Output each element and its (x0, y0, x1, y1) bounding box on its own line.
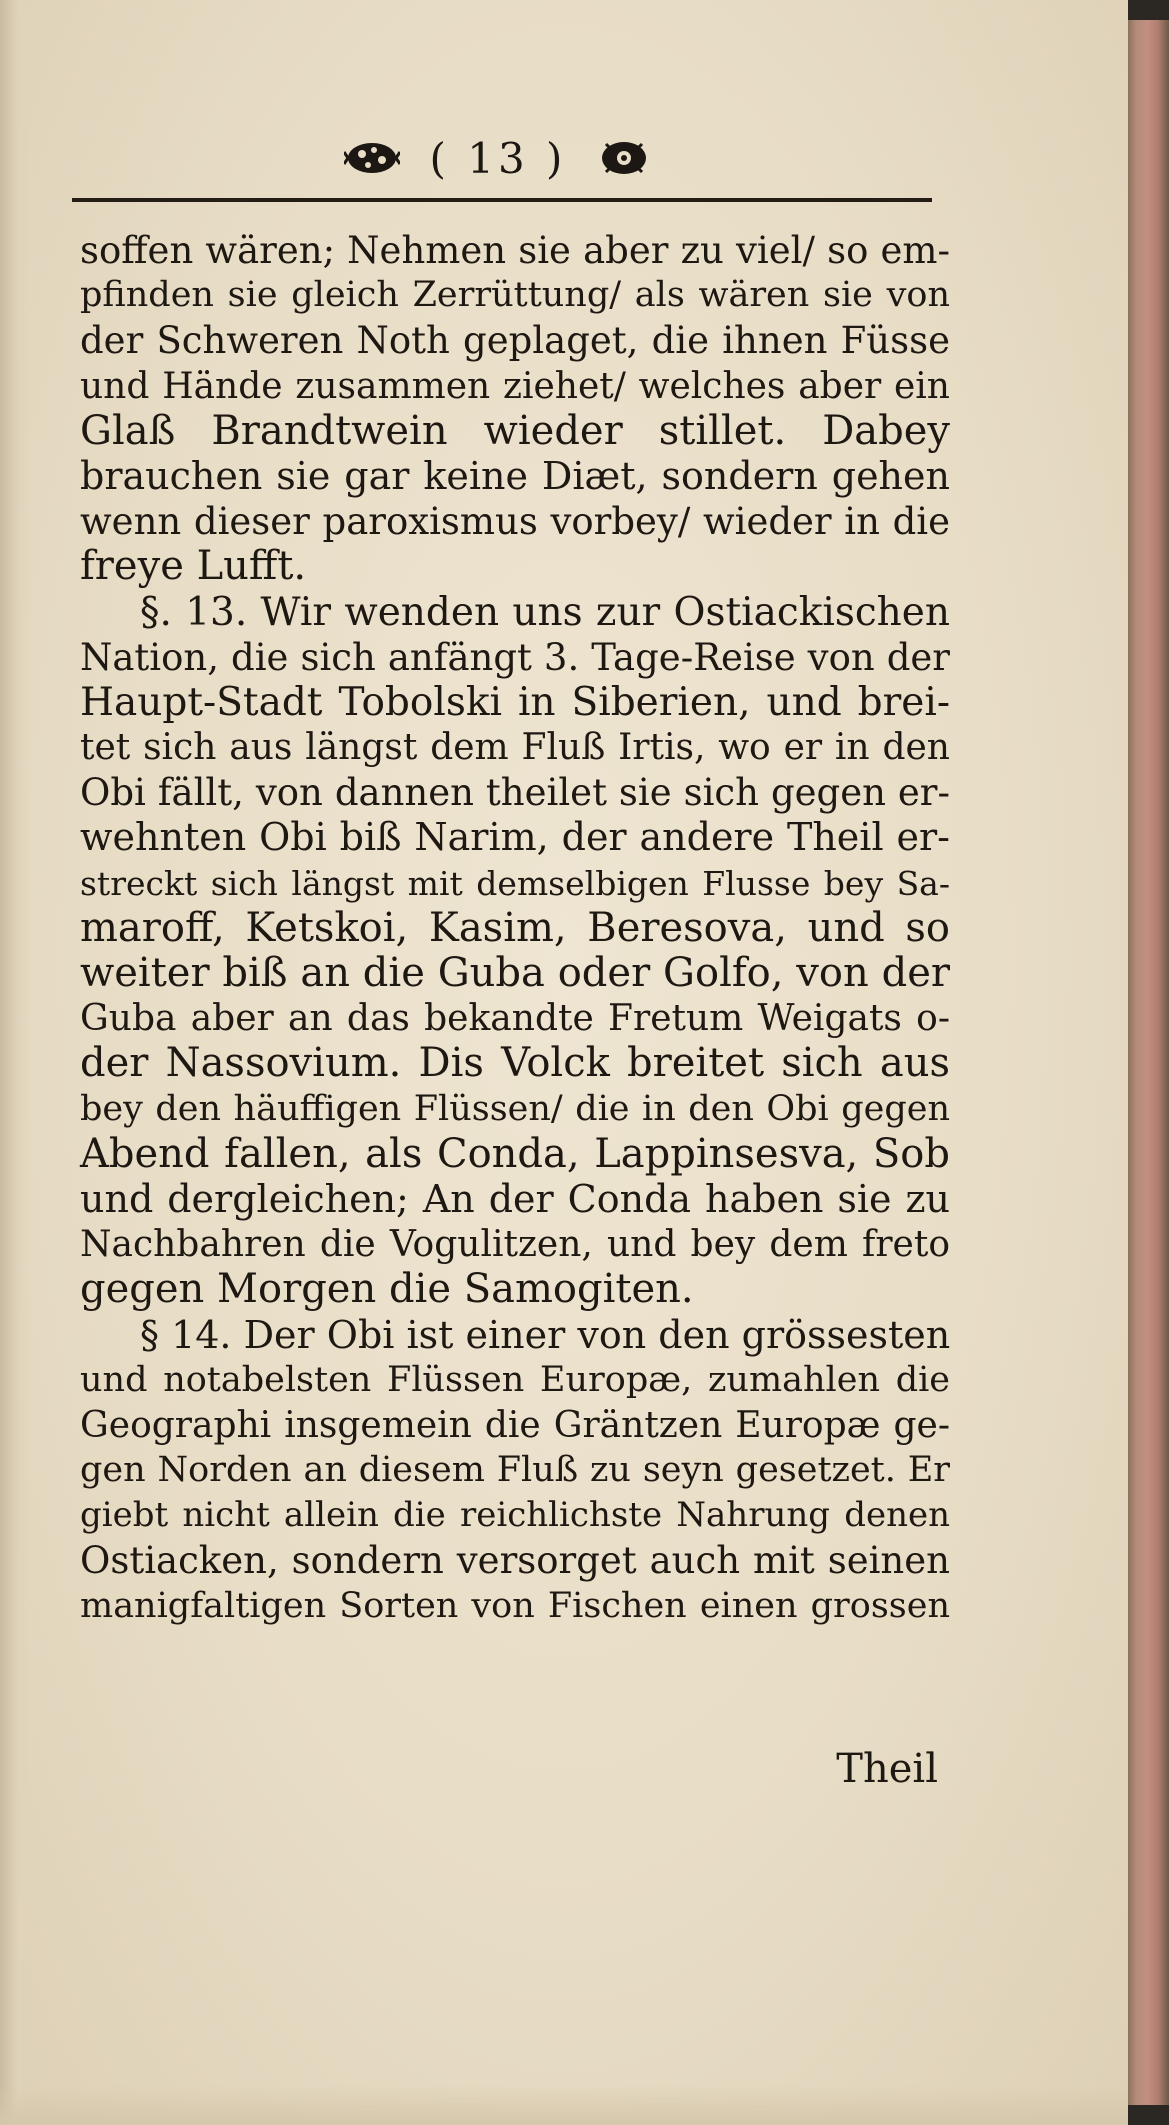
catchword: Theil (836, 1746, 938, 1792)
ornament-right-icon (596, 138, 652, 178)
text-line: § 14. Der Obi ist einer von den grössesten (140, 1312, 951, 1357)
text-line: der Nassovium. Dis Volck breitet sich aus (80, 1040, 950, 1087)
page-bottom-shade (0, 2085, 1128, 2125)
text-line: wehnten Obi biß Narim, der andere Theil er- (80, 815, 950, 860)
text-line: freye Lufft. (80, 543, 307, 590)
text-line: Geographi insgemein die Gräntzen Europæ ge- (80, 1404, 950, 1446)
text-line: weiter biß an die Guba oder Golfo, von der (80, 950, 950, 996)
ornament-left-icon (344, 138, 400, 178)
text-line: tet sich aus längst dem Fluß Irtis, wo er in den (80, 727, 950, 769)
book-edge (1125, 20, 1169, 2105)
text-line: und notabelsten Flüssen Europæ, zumahlen die (80, 1359, 950, 1400)
text-line: maroff, Ketskoi, Kasim, Beresova, und so (80, 904, 950, 951)
page-number: ( 13 ) (429, 133, 567, 183)
text-line: pfinden sie gleich Zerrüttung/ als wären sie von (80, 275, 950, 316)
text-line: manigfaltigen Sorten von Fischen einen grossen (80, 1585, 950, 1626)
text-line: wenn dieser paroxismus vorbey/ wieder in die (80, 500, 950, 544)
text-line: und dergleichen; An der Conda haben sie zu (80, 1176, 950, 1221)
text-line: und Hände zusammen ziehet/ welches aber ein (80, 365, 950, 407)
text-line: brauchen sie gar keine Diæt, sondern gehen (80, 453, 950, 498)
text-line: Glaß Brandtwein wieder stillet. Dabey (80, 407, 950, 454)
text-line: Guba aber an das bekandte Fretum Weigats o- (80, 998, 950, 1040)
text-line: Ostiacken, sondern versorget auch mit seinen (80, 1539, 950, 1583)
text-line: giebt nicht allein die reichlichste Nahrung denen (80, 1495, 950, 1536)
text-line: Nachbahren die Vogulitzen, und bey dem freto (80, 1224, 950, 1266)
text-line: streckt sich längst mit demselbigen Flusse bey Sa- (80, 863, 950, 903)
text-line: Obi fällt, von dannen theilet sie sich gegen er- (80, 771, 950, 815)
page-gutter (0, 0, 30, 2125)
text-line: Abend fallen, als Conda, Lappinsesva, Sob (80, 1130, 950, 1177)
body-text (80, 228, 950, 1629)
text-line: soffen wären; Nehmen sie aber zu viel/ so em- (80, 229, 950, 272)
text-line: gen Norden an diesem Fluß zu seyn gesetzet. Er (80, 1450, 950, 1491)
text-line: der Schweren Noth geplaget, die ihnen Füsse (80, 319, 950, 363)
text-line: gegen Morgen die Samogiten. (80, 1266, 694, 1313)
text-line: bey den häuffigen Flüssen/ die in den Obi gegen (80, 1088, 950, 1129)
text-line: Nation, die sich anfängt 3. Tage-Reise von der (80, 635, 950, 679)
text-line: Haupt-Stadt Tobolski in Siberien, und brei- (80, 679, 950, 725)
text-line: §. 13. Wir wenden uns zur Ostiackischen (140, 589, 950, 635)
page-header (318, 128, 678, 188)
header-rule (72, 198, 932, 202)
